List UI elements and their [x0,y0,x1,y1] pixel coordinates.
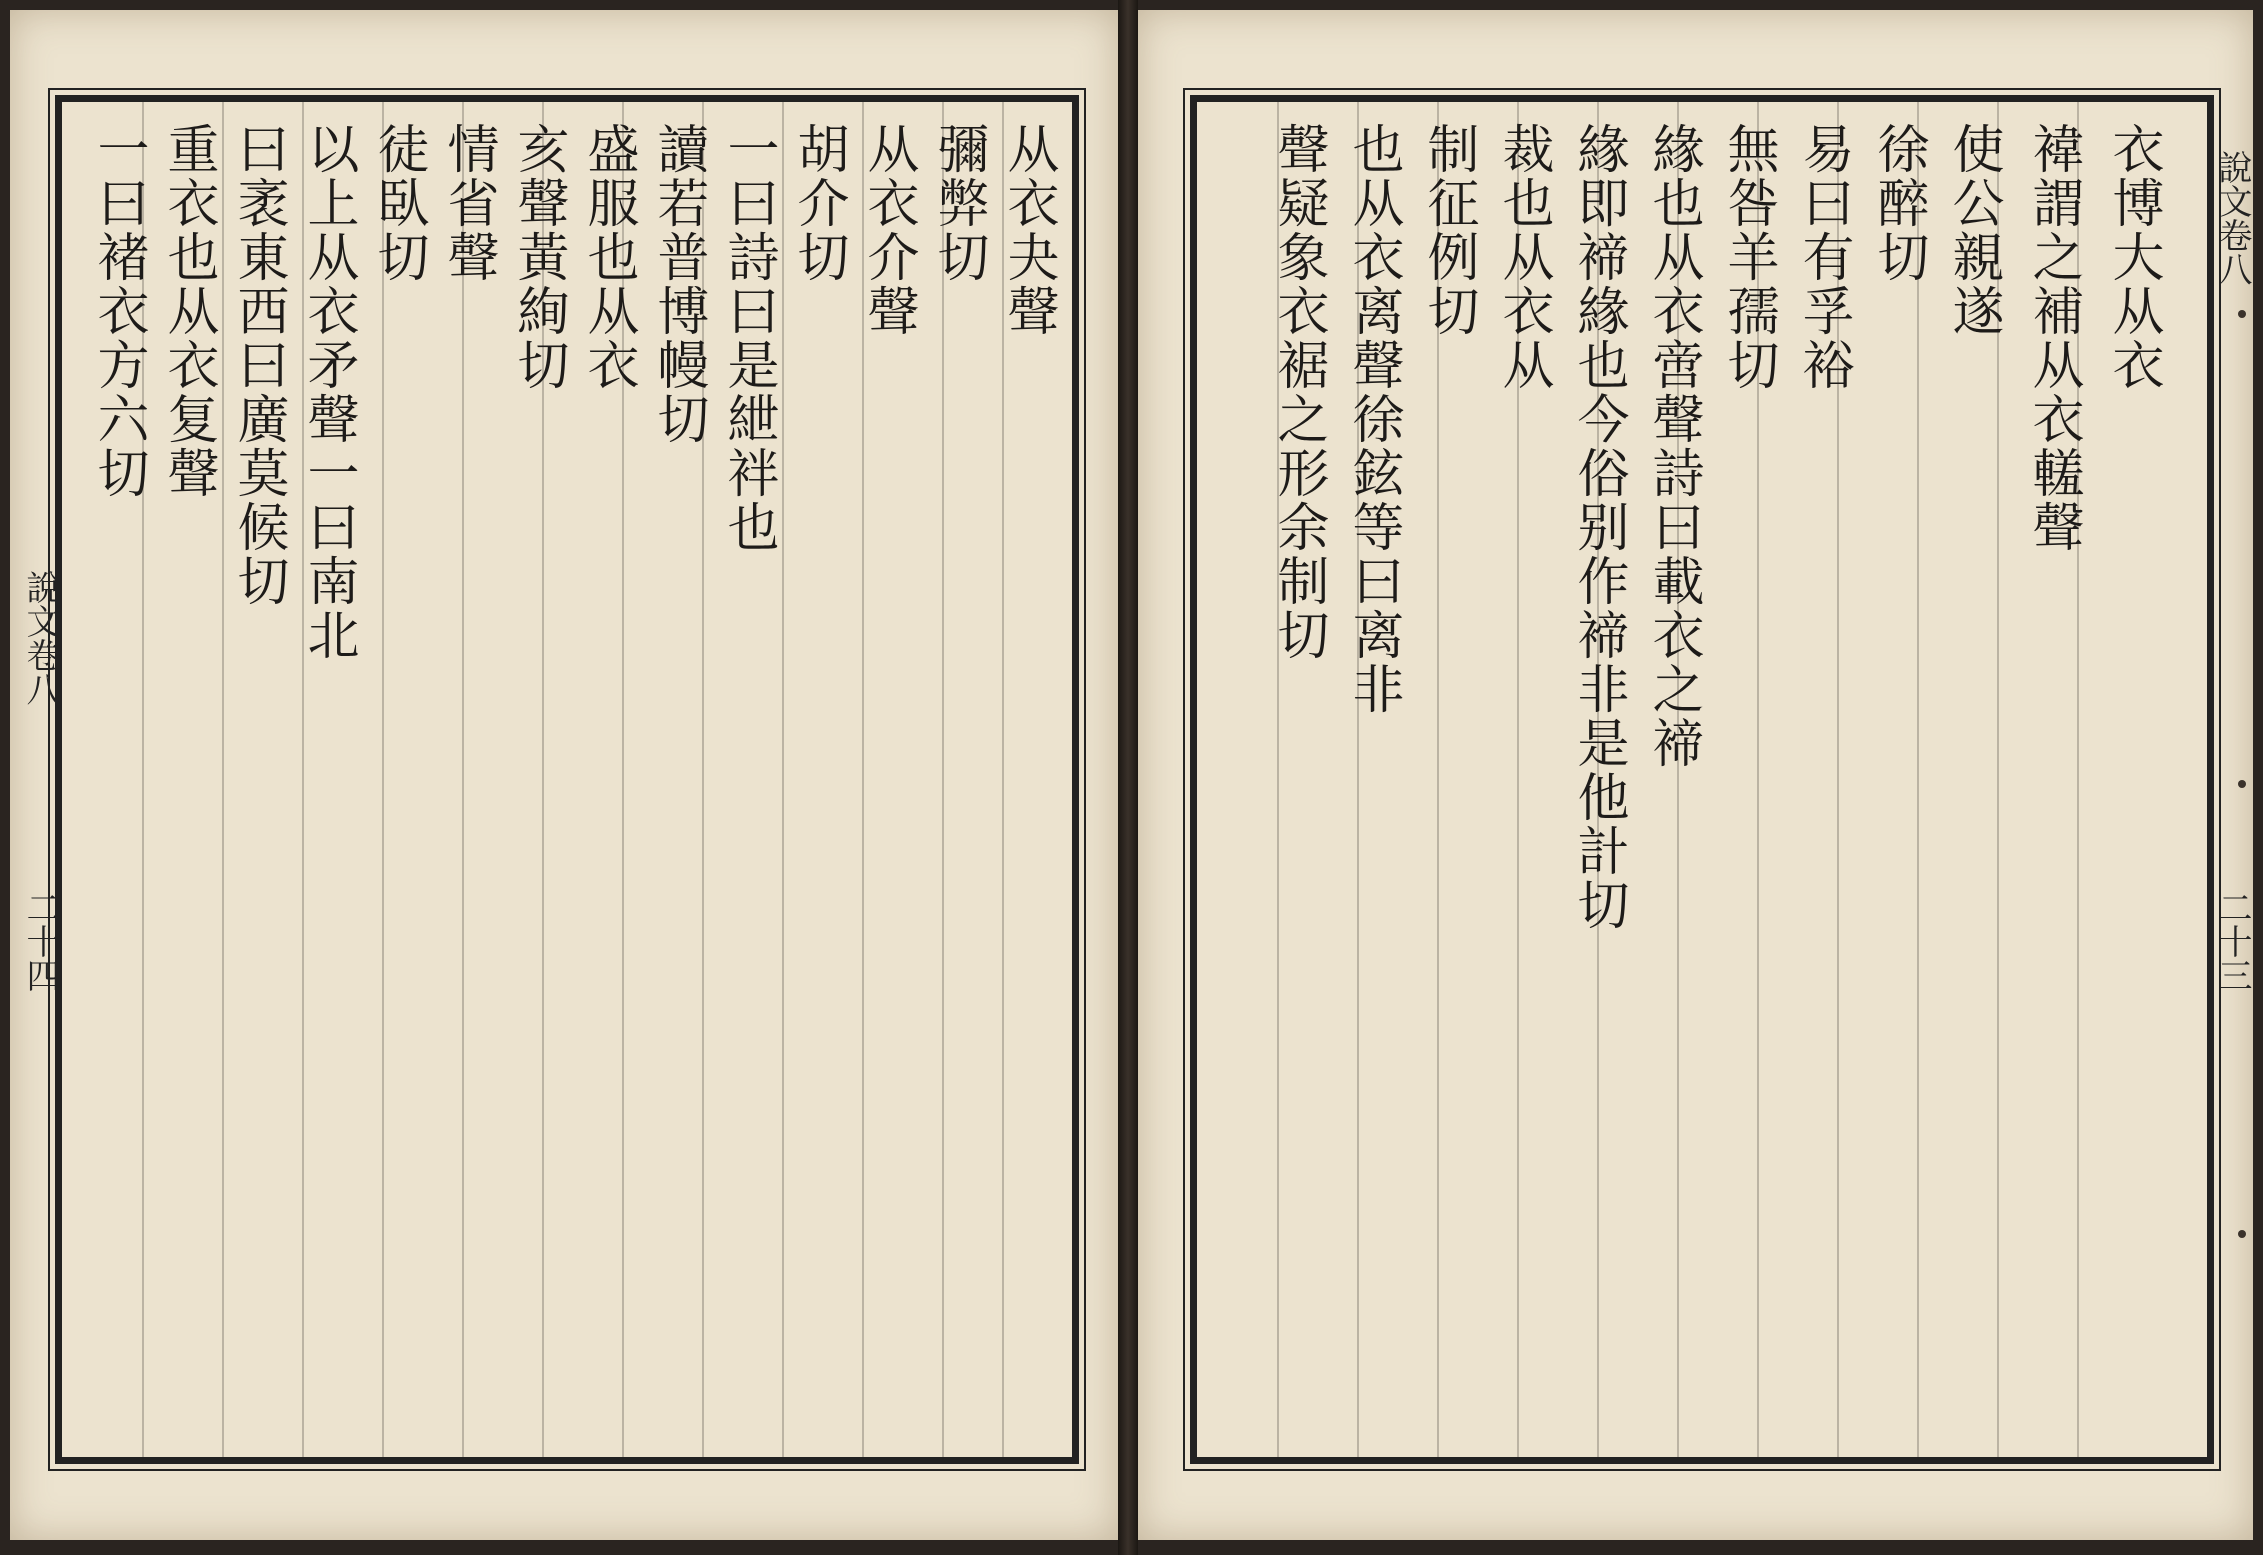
right-column-4: 徐醉切 [1868,122,1928,284]
right-page [1138,10,2253,1540]
right-column-10: 制征例切 [1418,122,1478,338]
left-column-11: 以上从衣矛聲一曰南北 [298,122,358,662]
left-column-4: 胡介切 [788,122,848,284]
right-column-11: 也从衣离聲徐鉉等曰离非 [1343,122,1403,716]
left-column-6: 讀若普博幔切 [648,122,708,446]
left-column-12: 曰袤東西曰廣莫候切 [228,122,288,608]
right-column-6: 無咎羊孺切 [1718,122,1778,392]
left-column-7: 盛服也从衣 [578,122,638,392]
book-gutter [1118,0,1138,1555]
right-column-12: 聲疑象衣裾之形余制切 [1268,122,1328,662]
left-page [10,10,1118,1540]
right-page-number: 二十三 [2212,890,2252,992]
right-column-9: 裁也从衣从 [1493,122,1553,392]
left-page-number: 二十四 [20,890,60,992]
left-margin-title: 說文卷八 [20,570,60,706]
left-column-9: 情省聲 [438,122,498,284]
right-margin-title: 說文卷八 [2212,150,2252,286]
right-page-frame [1190,95,2214,1464]
right-column-5: 易曰有孚裕 [1793,122,1853,392]
left-column-8: 亥聲黃絢切 [508,122,568,392]
left-column-2: 彌弊切 [928,122,988,284]
right-column-2: 褘謂之補从衣䡭聲 [2023,122,2083,554]
left-column-10: 徒臥切 [368,122,428,284]
right-column-8: 緣即褅緣也今俗别作褅非是他計切 [1568,122,1628,932]
left-column-14: 一曰褚衣方六切 [88,122,148,500]
left-column-3: 从衣介聲 [858,122,918,338]
right-column-3: 使公親遂 [1943,122,2003,338]
left-column-5: 一曰詩曰是紲袢也 [718,122,778,554]
left-page-frame [55,95,1079,1464]
right-column-1: 衣博大从衣 [2103,122,2163,392]
left-column-1: 从衣夬聲 [998,122,1058,338]
right-column-7: 緣也从衣啻聲詩曰載衣之褅 [1643,122,1703,770]
left-column-13: 重衣也从衣复聲 [158,122,218,500]
